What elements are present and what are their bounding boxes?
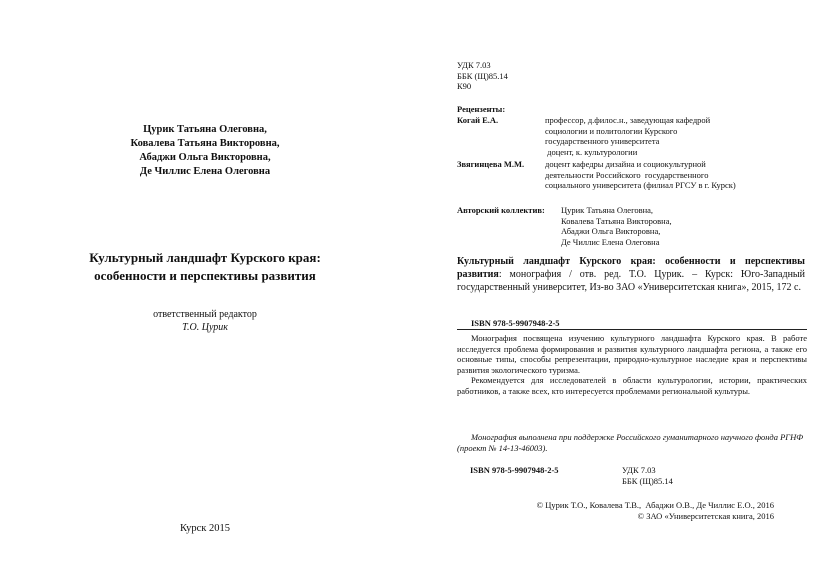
collective-name: Де Чиллис Елена Олеговна [561, 236, 660, 247]
bbk-line: ББК (Щ)85.14 [457, 70, 508, 81]
editor-label: ответственный редактор [153, 309, 257, 320]
reviewer-name: Когай Е.А. [457, 115, 499, 125]
authors-block [0, 123, 410, 179]
reviewer-credentials [545, 115, 805, 157]
reviewers-heading: Рецензенты: [457, 104, 506, 114]
credential-line: профессор, д.филос.н., заведующая кафедрой [545, 115, 711, 125]
author-name: Ковалева Татьяна Викторовна, [130, 138, 280, 149]
book-title-line: особенности и перспективы развития [94, 268, 316, 283]
credential-line: государственного университета [545, 136, 660, 146]
collective-label: Авторский коллектив: [457, 205, 545, 215]
collective-name: Цурик Татьяна Олеговна, [561, 205, 654, 215]
udk-block [457, 60, 508, 92]
credential-line: социологии и политологии Курского [545, 125, 678, 136]
credential-line: социального университета (филиал РГСУ в г. Курск) [545, 180, 736, 190]
collective-name: Ковалева Татьяна Викторовна, [561, 215, 672, 226]
collective-name: Абаджи Ольга Викторовна, [561, 226, 661, 236]
author-collective [457, 205, 812, 247]
annotation-paragraph: Монография посвящена изучению культурного ландшафта Курского края. В работе исследуется проблема формирования и развития культурного ландшафта региона, а также его основные типы, способы репрезентации, природно-культурное наследие края и перспективы развития экологического туризма. [457, 333, 807, 375]
bibliographic-description [457, 255, 805, 294]
credential-line: доцент, к. культурологии [545, 146, 638, 157]
author-name: Де Чиллис Елена Олеговна [139, 166, 271, 177]
grant-note: Монография выполнена при поддержке Российского гуманитарного научного фонда РГНФ (проект № 14-13-46003). [457, 432, 804, 453]
bbk-line: ББК (Щ)85.14 [622, 475, 673, 486]
author-mark: К90 [457, 81, 472, 91]
right-page [410, 0, 819, 579]
editor-block [0, 308, 410, 334]
credential-line: доцент кафедры дизайна и социокультурной [545, 159, 706, 169]
credential-line: деятельности Российского государственного [545, 169, 709, 180]
collective-names [561, 205, 672, 247]
udk-line: УДК 7.03 [622, 465, 656, 475]
author-name: Цурик Татьяна Олеговна, [143, 124, 267, 135]
isbn-header: ISBN 978-5-9907948-2-5 [457, 318, 807, 330]
biblio-details: : монография / отв. ред. Т.О. Цурик. – Курск: Юго-Западный государственный университет, Из-во ЗАО «Университетская книга», 2015, 172 с. [457, 269, 805, 293]
editor-name: Т.О. Цурик [182, 322, 228, 333]
annotation-paragraph: Рекомендуется для исследователей в области культурологии, истории, практических работников, а также всех, кто интересуется проблемами региональной культуры. [457, 375, 807, 396]
biblio-title: Культурный ландшафт Курского края: особенности и перспективы развития [457, 256, 805, 280]
udk-line: УДК 7.03 [457, 60, 491, 70]
copyright-block [537, 500, 774, 522]
reviewer-credentials [545, 159, 805, 191]
book-title-line: Культурный ландшафт Курского края: [89, 250, 321, 265]
isbn-footer: ISBN 978-5-9907948-2-5 [470, 465, 559, 475]
book-title [0, 249, 410, 285]
annotation [457, 333, 807, 396]
author-name: Абаджи Ольга Викторовна, [139, 152, 271, 163]
copyright-line: © Цурик Т.О., Ковалева Т.В., Абаджи О.В., Де Чиллис Е.О., 2016 [536, 500, 774, 510]
city-year: Курск 2015 [179, 523, 231, 534]
reviewer-name: Звягинцева М.М. [457, 159, 525, 169]
copyright-line: © ЗАО «Университетская книга, 2016 [637, 511, 774, 521]
udk-footer [622, 465, 673, 486]
